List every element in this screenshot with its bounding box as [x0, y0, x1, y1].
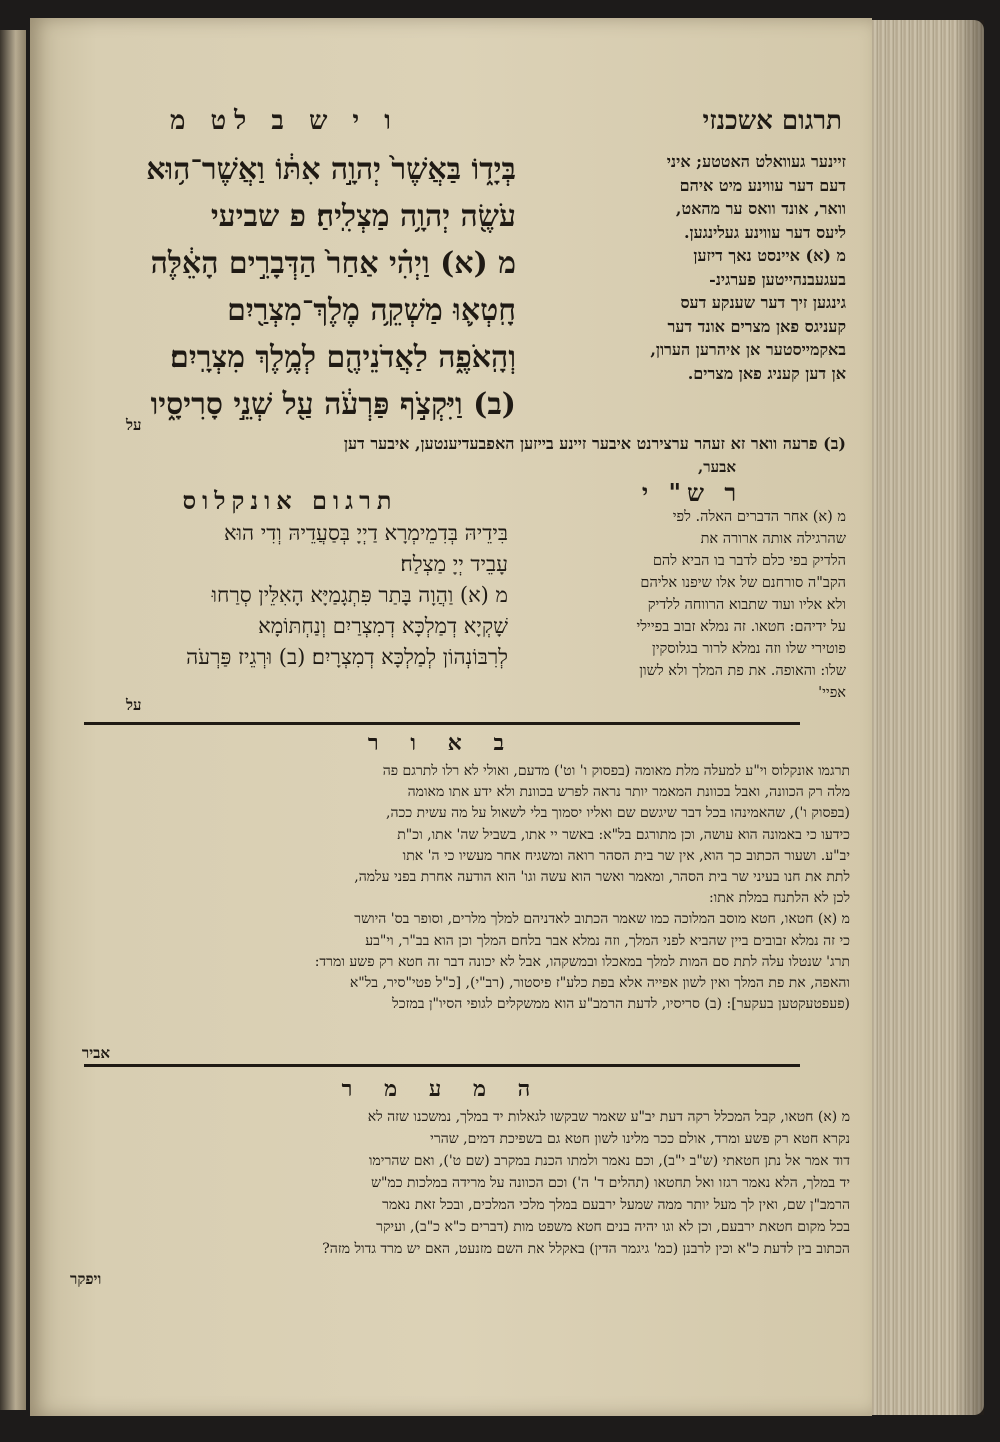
- section-divider: [84, 1064, 800, 1067]
- german-translation-continuation: (ב) פרעה וואר זא זעהר ערצירנט איבער זיינע בייזען האפבעדיענטען, איבער דען: [343, 434, 846, 453]
- german-translation-block: זיינער געוואלט האטטע; איני דעם דער עווינע מיט איהם וואר, אונד וואס ער מהאט, ליעס דער עווינע געלינגען. מ (א) איינסט נאך דיזען בעגעבנהייטען פערגינ- גינגען זיך דער שענקע דעס קעניגס פאן מצרים אונד דער באקמייסטער אן איהרען הערון, אן דען קעניג פאן מצרים.: [650, 152, 846, 383]
- book-fore-edge: [862, 20, 984, 1415]
- biur-heading: ב א ו ר: [367, 730, 517, 756]
- catchword-meamar: ויפקר: [70, 1270, 102, 1288]
- meamar-heading: ה מ ע מ ר: [341, 1076, 543, 1102]
- onkelos-translation: בִּידֵיהּ בְּדִמֵימְרָא דַיְיָ בְּסַעֲדֵיהּ וְדִי הוּא עָבֵיד יְיָ מַצְלַח׃ מ (א) וַהֲוָה בָּתַר פִּתְגָמַיָּא הָאִלֵּין סְרַחוּ שָׁקְיָא דְמַלְכָּא דְמִצְרַיִם וְנַחְתּוֹמָא לְרִבּוֹנְהוֹן לְמַלְכָּא דְמִצְרָיִם׃ (ב) וּרְגֵיז פַּרְעֹה: [186, 521, 508, 669]
- catchword-german: אבער,: [698, 458, 736, 476]
- catchword-bible: על: [126, 416, 142, 434]
- book-page: [30, 18, 872, 1416]
- bible-text-block: בְּיָד֑וֹ בַּאֲשֶׁר֙ יְהוָ֣ה אִתּ֔וֹ וַאֲשֶׁר־ה֥וּא עֹשֶׂ֖ה יְהוָ֥ה מַצְלִֽיחַ׃ פ שביעי מ (א) וַיְהִ֗י אַחַר֙ הַדְּבָרִ֣ים הָאֵ֔לֶּה חָֽטְא֛וּ מַשְׁקֵ֥ה מֶלֶךְ־מִצְרַ֖יִם וְהָֽאֹפֶ֑ה לַאֲדֹנֵיהֶ֖ם לְמֶ֥לֶךְ מִצְרָֽיִם׃ (ב) וַיִּקְצֹ֣ף פַּרְעֹ֔ה עַ֖ל שְׁנֵ֣י סָרִיסָ֑יו: [146, 152, 516, 422]
- adjacent-page-edge: [0, 30, 26, 1410]
- catchword-onkelos: על: [126, 696, 142, 714]
- rashi-heading: ר ש" י: [641, 478, 743, 507]
- running-head-right: תרגום אשכנזי: [702, 106, 842, 136]
- meamar-commentary: מ (א) חטאו, קבל המכלל רקה דעת יב"ע שאמר שבקשו לגאלות יד במלך, נמשכנו שזה לא נקרא חטא רק פשע ומרד, אולם ככר מלינו לשון חטא גם בשפיכת דמים, שהרי דוד אמר אל נתן חטאתי (ש"ב י"ב), וכם נאמר ולמתו הכנת במקרב (שם ט'), ואם שהרימו יד במלך, הלא נאמר רגזו ואל תחטאו (תהלים ד' ה') וכם הכוונה על מרידה במלכות כמ"ש הרמב"ן שם, ואין לך מעל יותר ממה שמעל ירבעם במלך מלכי המלכים, ובכל זאת נאמר בכל מקום חטאת ירבעם, וכן לא וגו יהיה בנים חטא משפט מות (דברים כ"א כ"ב), ועיקר הכתוב בין לדעת כ"א וכין לרבנן (כמ' גיגמר הדין) באקלל את השם מזנעט, האם יש מרד גדול מזה?: [322, 1109, 850, 1257]
- biur-commentary: תרגמו אונקלוס וי"ע למעלה מלת מאומה (בפסוק ו' וט') מדעם, ואולי לא רלו לתרגם פה מלה רק הכוונה, ואבל בכוונת המאמר יותר נראה לפרש בכוונת ולא ידע אתו מאומה (בפסוק ו'), שהאמינהו בכל דבר שיגשם שם ואליו יסמוך בלי לשאול על מה עשית ככה, כידעו כי באמונה הוא עושה, וכן מתורגם בל"א: באשר יי אתו, בשביל שה' אתו, וכ"ת יב"ע. ושעור הכתוב כך הוא, אין שר בית הסהר רואה ומשגיח אחר מעשיו כי ה' אתו לתת את חנו בעיני שר בית הסהר, ומאמר ואשר הוא עשה וגו' הוא הודעה אחרת בפני עלמה, לכן לא הלתנח במלת אתו: מ (א) חטאו, חטא מוסב המלוכה כמו שאמר הכתוב לאדניהם למלך מלרים, וסופר בס' היושר כי זה נמלא זבובים ביין שהביא לפני המלך, וזה נמלא אבר בלחם המלך וכן הוא בב"ר, וי"בע תרג' שנטלו עלה לתת סם המות למלך במאכלו ובמשקהו, אבל לא יכונה דבר זה חטא רק פשע ומרד: והאפה, את פת המלך ואין לשון אפייה אלא בפת כלע"ז פיסטור, (רב"י), [כ"ל פטי"סיר, בל"א (פעפטעקטען בעקער]: (ב) סריסיו, לדעת הרמב"ע הוא ממשקלים לגופי הסיו"ן במזכל: [314, 763, 850, 1013]
- rashi-commentary: מ (א) אחר הדברים האלה. לפי שהרגילה אותה ארורה את הלדיק בפי כלם לדבר בו הביא להם הקב"ה סורחנם של אלו שיפנו אליהם ולא אליו ועוד שתבוא הרווחה ללדיק על ידיהם: חטאו. זה נמלא זבוב בפיילי פוטירי שלו וזה נמלא לרור בגלוסקין שלו: והאופה. את פת המלך ולא לשון אפיי': [636, 509, 846, 701]
- catchword-biur: אביר: [81, 1044, 110, 1062]
- section-divider: [84, 722, 800, 725]
- running-head-left: ו י ש ב לט מ: [170, 106, 399, 136]
- onkelos-heading: תרגום אונקלוס: [182, 486, 398, 515]
